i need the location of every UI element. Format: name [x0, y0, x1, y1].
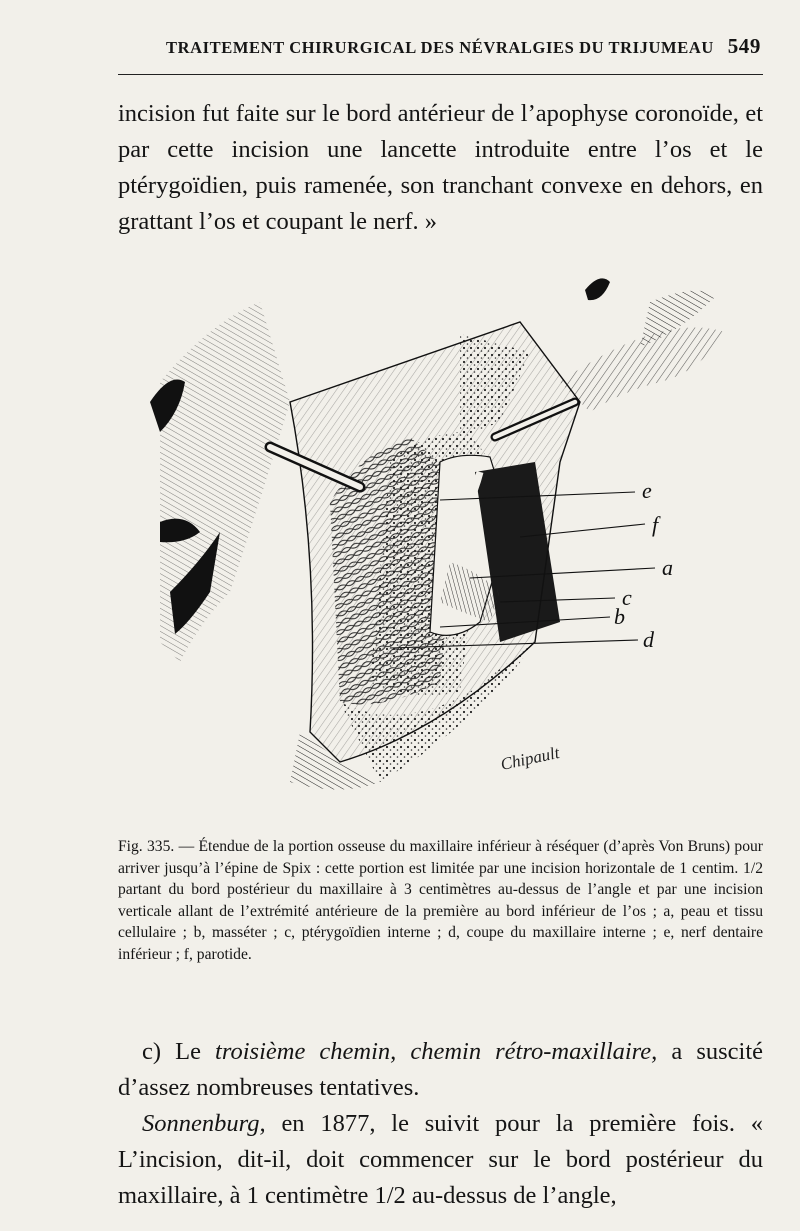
figure-signature: Chipault	[498, 742, 562, 774]
paragraph-2-3	[118, 1034, 763, 1214]
figure-label-d: d	[643, 627, 654, 652]
paragraph-2	[118, 1034, 763, 1106]
figure-label-f: f	[652, 512, 659, 537]
figure-labels	[614, 478, 673, 652]
running-header	[118, 30, 763, 64]
figure-caption-text: Fig. 335. — Étendue de la portion osseuse du maxillaire inférieur à réséquer (d’après Von Bruns) pour arriver jusqu’à l’épine de Spix : cette portion est limitée par une incision horizontale de 1 centim. 1/2 partant du bord postérieur du maxillaire à 3 centimètres au-dessus de l’angle et par une incision verticale allant de l’extrémité antérieure de la première au bord inférieur de l’os ; a, peau et tissu cellulaire ; b, masséter ; c, ptérygoïdien interne ; d, coupe du maxillaire interne ; e, nerf dentaire inférieur ; f, parotide.	[118, 838, 763, 963]
figure-surgical-field	[290, 322, 580, 790]
paragraph-3	[118, 1106, 763, 1214]
paragraph-2-emphasis: troisième chemin, chemin rétro-maxillaire,	[215, 1038, 658, 1065]
paragraph-2-rest: a suscité d’assez nombreuses tentatives.	[118, 1038, 764, 1101]
page-number: 549	[727, 34, 761, 58]
figure-label-a: a	[662, 555, 673, 580]
figure-label-c: c	[622, 585, 632, 610]
header-rule	[118, 74, 763, 75]
figure-upper-right-structure	[560, 278, 725, 412]
paragraph-1-text: incision fut faite sur le bord antérieur de l’apophyse coronoïde, et par cette incision une lancette introduite entre l’os et le ptérygoïdien, puis ramenée, son tranchant convexe en dehors, en grattant l’os et coupant le nerf. »	[118, 100, 763, 235]
author-name: Sonnenburg,	[142, 1110, 266, 1137]
paragraph-2-lead: Le	[175, 1038, 201, 1065]
section-marker: c)	[142, 1038, 162, 1065]
figure-skin-hatching	[150, 302, 290, 662]
figure-label-e: e	[642, 478, 652, 503]
figure-caption	[118, 836, 763, 966]
figure-illustration	[140, 262, 740, 802]
running-title: TRAITEMENT CHIRURGICAL DES NÉVRALGIES DU TRIJUMEAU	[166, 38, 714, 57]
paragraph-1	[118, 96, 763, 240]
paragraph-3-text: en 1877, le suivit pour la première fois. « L’incision, dit-il, doit commencer sur le bord postérieur du maxillaire, à 1 centimètre 1/2 au-dessus de l’angle,	[118, 1110, 764, 1209]
figure-label-b: b	[614, 604, 625, 629]
